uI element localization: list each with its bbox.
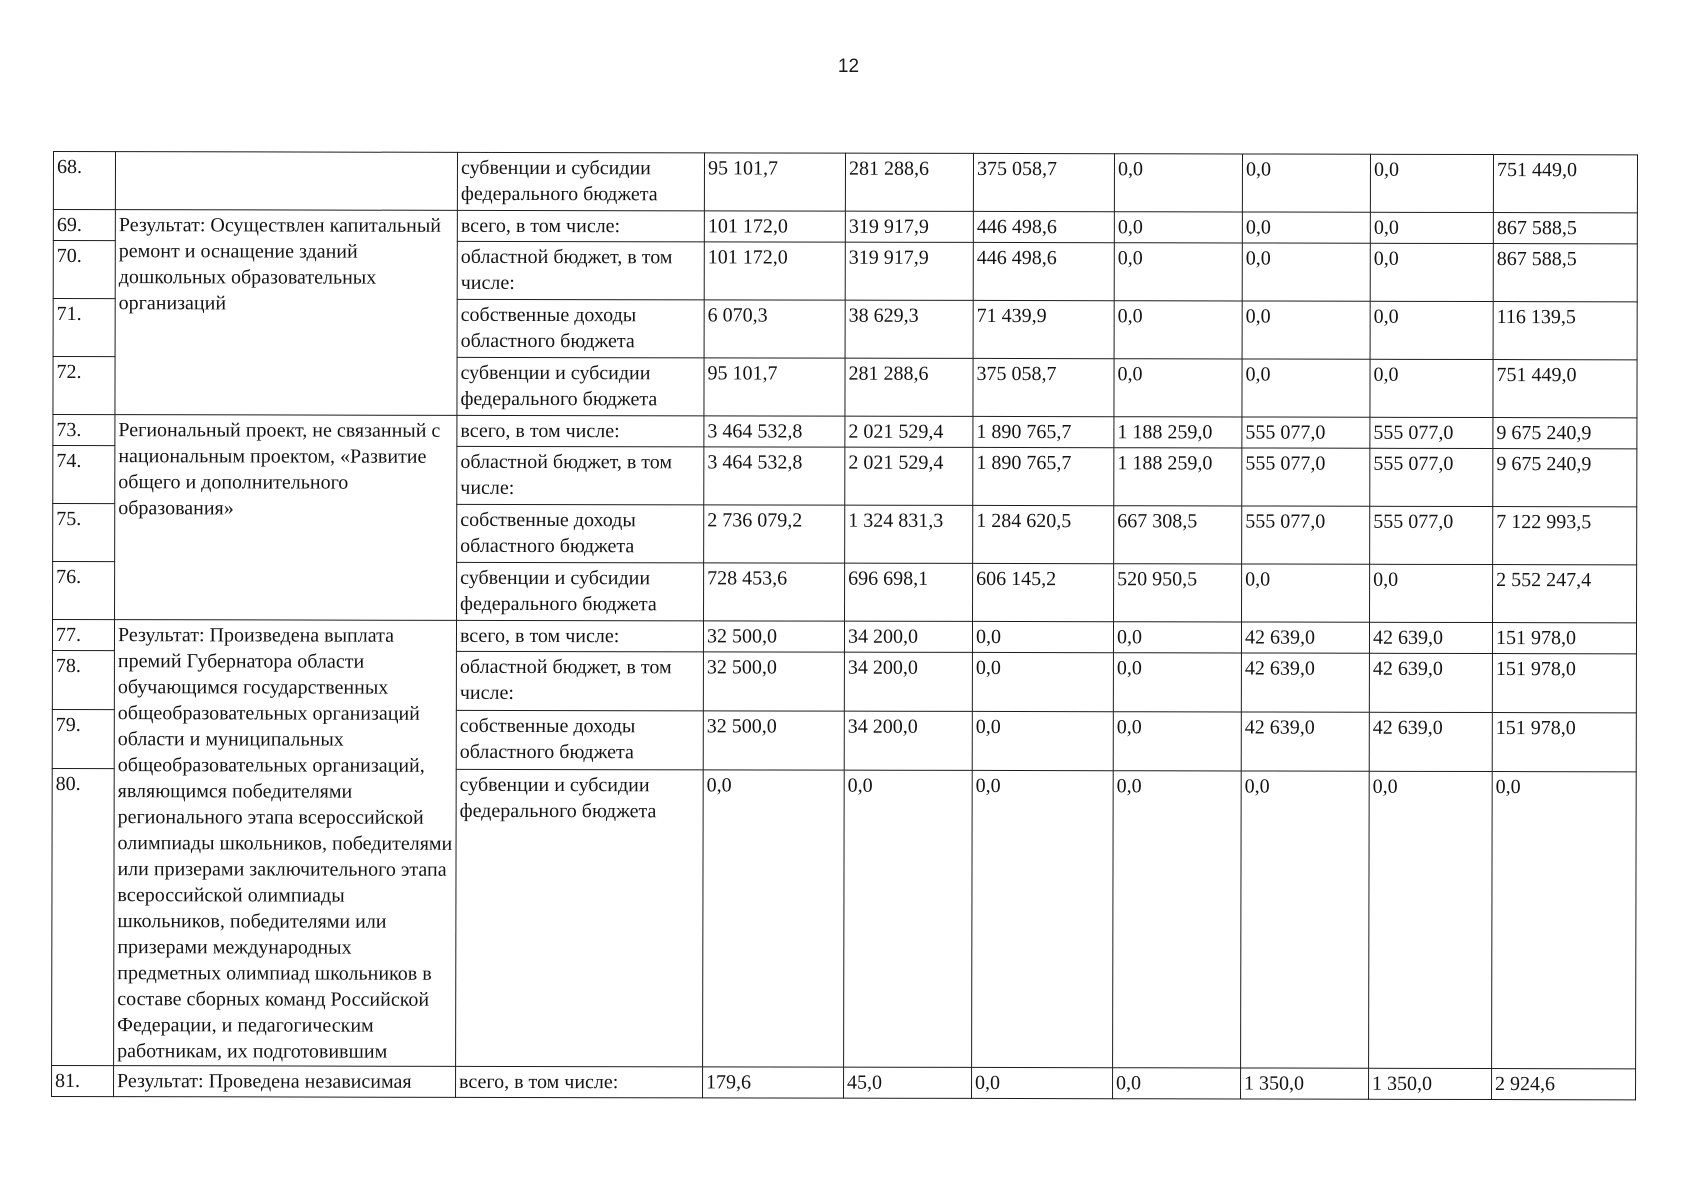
- row-number: 80.: [52, 768, 115, 1065]
- year-value: 555 077,0: [1370, 506, 1493, 564]
- row-number: 73.: [53, 415, 115, 446]
- funding-source: субвенции и субсидии федерального бюджета: [457, 357, 704, 416]
- row-number: 79.: [52, 709, 114, 768]
- year-value: 0,0: [1370, 243, 1493, 301]
- funding-source: субвенции и субсидии федерального бюджета: [457, 562, 704, 621]
- year-value: 0,0: [1242, 564, 1370, 622]
- year-value: 0,0: [1113, 653, 1241, 712]
- year-value: 3 464 532,8: [704, 447, 845, 505]
- year-value: 446 498,6: [973, 242, 1114, 300]
- year-value: 42 639,0: [1369, 712, 1492, 771]
- year-value: 728 453,6: [704, 563, 845, 621]
- year-value: 3 464 532,8: [704, 416, 845, 447]
- year-value: 95 101,7: [704, 358, 845, 416]
- year-value: 0,0: [1114, 212, 1242, 243]
- year-value: 0,0: [1114, 301, 1242, 359]
- year-value: 1 890 765,7: [973, 447, 1114, 505]
- year-value: 34 200,0: [844, 621, 972, 653]
- year-value: 0,0: [1242, 154, 1370, 212]
- year-value: 446 498,6: [973, 211, 1114, 242]
- total-value: 2 924,6: [1492, 1069, 1636, 1100]
- year-value: 281 288,6: [845, 358, 973, 416]
- row-number: 72.: [53, 357, 115, 415]
- budget-table: [51, 151, 1638, 1100]
- year-value: 0,0: [1113, 770, 1242, 1068]
- year-value: 6 070,3: [704, 300, 845, 358]
- event-description: Результат: Осуществлен капитальный ремонт и оснащение зданий дошкольных образовательных организаций: [115, 210, 457, 416]
- total-value: 0,0: [1492, 771, 1637, 1069]
- year-value: 0,0: [972, 711, 1113, 770]
- year-value: 45,0: [844, 1067, 972, 1098]
- year-value: 0,0: [972, 770, 1114, 1068]
- funding-source: субвенции и субсидии федерального бюджета: [456, 769, 704, 1067]
- year-value: 71 439,9: [973, 300, 1114, 358]
- year-value: 0,0: [1242, 243, 1370, 301]
- year-value: 0,0: [1370, 212, 1493, 243]
- funding-source: субвенции и субсидии федерального бюджета: [457, 152, 704, 211]
- total-value: 2 552 247,4: [1493, 565, 1637, 623]
- year-value: 42 639,0: [1241, 622, 1369, 654]
- year-value: 95 101,7: [704, 153, 845, 211]
- year-value: 0,0: [972, 653, 1113, 712]
- year-value: 555 077,0: [1242, 506, 1370, 564]
- year-value: 179,6: [703, 1067, 844, 1098]
- total-value: 116 139,5: [1493, 302, 1637, 360]
- year-value: 34 200,0: [844, 653, 972, 712]
- row-number: 78.: [52, 651, 114, 710]
- year-value: 555 077,0: [1370, 448, 1493, 506]
- event-description: Региональный проект, не связанный с национальным проектом, «Развитие общего и дополнительного образования»: [115, 415, 457, 621]
- year-value: 1 350,0: [1241, 1068, 1369, 1099]
- total-value: 751 449,0: [1493, 155, 1637, 213]
- year-value: 606 145,2: [973, 563, 1114, 621]
- year-value: 0,0: [972, 1067, 1113, 1098]
- row-number: 76.: [53, 562, 115, 620]
- year-value: 0,0: [1242, 359, 1370, 417]
- year-value: 1 324 831,3: [845, 505, 973, 563]
- row-number: 74.: [53, 446, 115, 504]
- year-value: 1 188 259,0: [1114, 417, 1242, 448]
- event-description: [115, 152, 457, 211]
- year-value: 0,0: [1113, 1068, 1241, 1099]
- table-row: [53, 415, 1637, 449]
- year-value: 319 917,9: [845, 242, 973, 300]
- table-row: [52, 1065, 1636, 1099]
- year-value: 42 639,0: [1369, 654, 1492, 713]
- event-description: Результат: Проведена независимая: [114, 1066, 456, 1098]
- row-number: 75.: [53, 504, 115, 562]
- year-value: 42 639,0: [1241, 712, 1369, 771]
- year-value: 42 639,0: [1241, 653, 1369, 712]
- year-value: 696 698,1: [845, 563, 973, 621]
- row-number: 77.: [52, 620, 114, 651]
- year-value: 1 890 765,7: [973, 416, 1114, 447]
- year-value: 555 077,0: [1242, 417, 1370, 448]
- year-value: 0,0: [1113, 622, 1241, 654]
- year-value: 2 021 529,4: [845, 447, 973, 505]
- year-value: 0,0: [1370, 301, 1493, 359]
- total-value: 9 675 240,9: [1493, 418, 1637, 449]
- year-value: 1 284 620,5: [973, 505, 1114, 563]
- row-number: 69.: [53, 210, 115, 241]
- year-value: 101 172,0: [704, 211, 845, 242]
- table-row: [52, 620, 1636, 655]
- year-value: 555 077,0: [1242, 448, 1370, 506]
- year-value: 2 021 529,4: [845, 416, 973, 447]
- year-value: 1 350,0: [1369, 1068, 1492, 1099]
- total-value: 151 978,0: [1492, 623, 1636, 655]
- funding-source: собственные доходы областного бюджета: [457, 299, 704, 358]
- year-value: 0,0: [1242, 212, 1370, 243]
- page-number: 12: [837, 56, 860, 77]
- funding-source: всего, в том числе:: [456, 1066, 703, 1098]
- funding-source: областной бюджет, в том числе:: [456, 652, 703, 711]
- funding-source: областной бюджет, в том числе:: [457, 241, 704, 300]
- funding-source: всего, в том числе:: [456, 620, 703, 652]
- table-row: [53, 152, 1637, 213]
- total-value: 867 588,5: [1493, 244, 1637, 302]
- year-value: 0,0: [972, 621, 1113, 653]
- row-number: 81.: [52, 1065, 114, 1096]
- year-value: 375 058,7: [973, 358, 1114, 416]
- year-value: 0,0: [1113, 712, 1241, 771]
- year-value: 281 288,6: [845, 153, 973, 211]
- row-number: 68.: [53, 152, 115, 210]
- year-value: 0,0: [844, 770, 973, 1068]
- year-value: 34 200,0: [844, 711, 972, 770]
- funding-source: всего, в том числе:: [457, 210, 704, 242]
- total-value: 9 675 240,9: [1493, 449, 1637, 507]
- year-value: 0,0: [1370, 154, 1493, 212]
- table-row: [53, 210, 1637, 244]
- year-value: 2 736 079,2: [704, 505, 845, 563]
- total-value: 7 122 993,5: [1493, 507, 1637, 565]
- year-value: 667 308,5: [1114, 506, 1242, 564]
- row-number: 71.: [53, 299, 115, 357]
- year-value: 319 917,9: [845, 211, 973, 242]
- total-value: 151 978,0: [1492, 713, 1636, 772]
- funding-source: собственные доходы областного бюджета: [456, 710, 703, 769]
- year-value: 0,0: [1114, 154, 1242, 212]
- year-value: 0,0: [1114, 359, 1242, 417]
- total-value: 867 588,5: [1493, 213, 1637, 244]
- year-value: 555 077,0: [1370, 417, 1493, 448]
- year-value: 0,0: [1370, 564, 1493, 622]
- year-value: 0,0: [1241, 771, 1370, 1069]
- year-value: 520 950,5: [1114, 564, 1242, 622]
- year-value: 0,0: [1369, 771, 1493, 1069]
- year-value: 32 500,0: [703, 621, 844, 653]
- year-value: 0,0: [1114, 243, 1242, 301]
- year-value: 42 639,0: [1369, 622, 1492, 654]
- year-value: 375 058,7: [973, 153, 1114, 211]
- total-value: 751 449,0: [1493, 360, 1637, 418]
- year-value: 0,0: [1370, 359, 1493, 417]
- funding-source: собственные доходы областного бюджета: [457, 504, 704, 563]
- year-value: 1 188 259,0: [1114, 448, 1242, 506]
- year-value: 0,0: [1242, 301, 1370, 359]
- event-description: Результат: Произведена выплата премий Губернатора области обучающимся государственных общеобразовательных организаций области и муниципальных общеобразовательных организаций, являющимся победителями регионального этапа всероссийской олимпиады школьников, победителями или призерами заключительного этапа всероссийской олимпиады школьников, победителями или призерами международных предметных олимпиад школьников в составе сборных команд Российской Федерации, и педагогическим работникам, их подготовившим: [114, 620, 457, 1067]
- year-value: 0,0: [703, 770, 845, 1068]
- funding-source: областной бюджет, в том числе:: [457, 446, 704, 505]
- year-value: 32 500,0: [703, 652, 844, 711]
- year-value: 32 500,0: [703, 711, 844, 770]
- total-value: 151 978,0: [1492, 654, 1636, 713]
- row-number: 70.: [53, 241, 115, 299]
- year-value: 101 172,0: [704, 242, 845, 300]
- year-value: 38 629,3: [845, 300, 973, 358]
- funding-source: всего, в том числе:: [457, 415, 704, 447]
